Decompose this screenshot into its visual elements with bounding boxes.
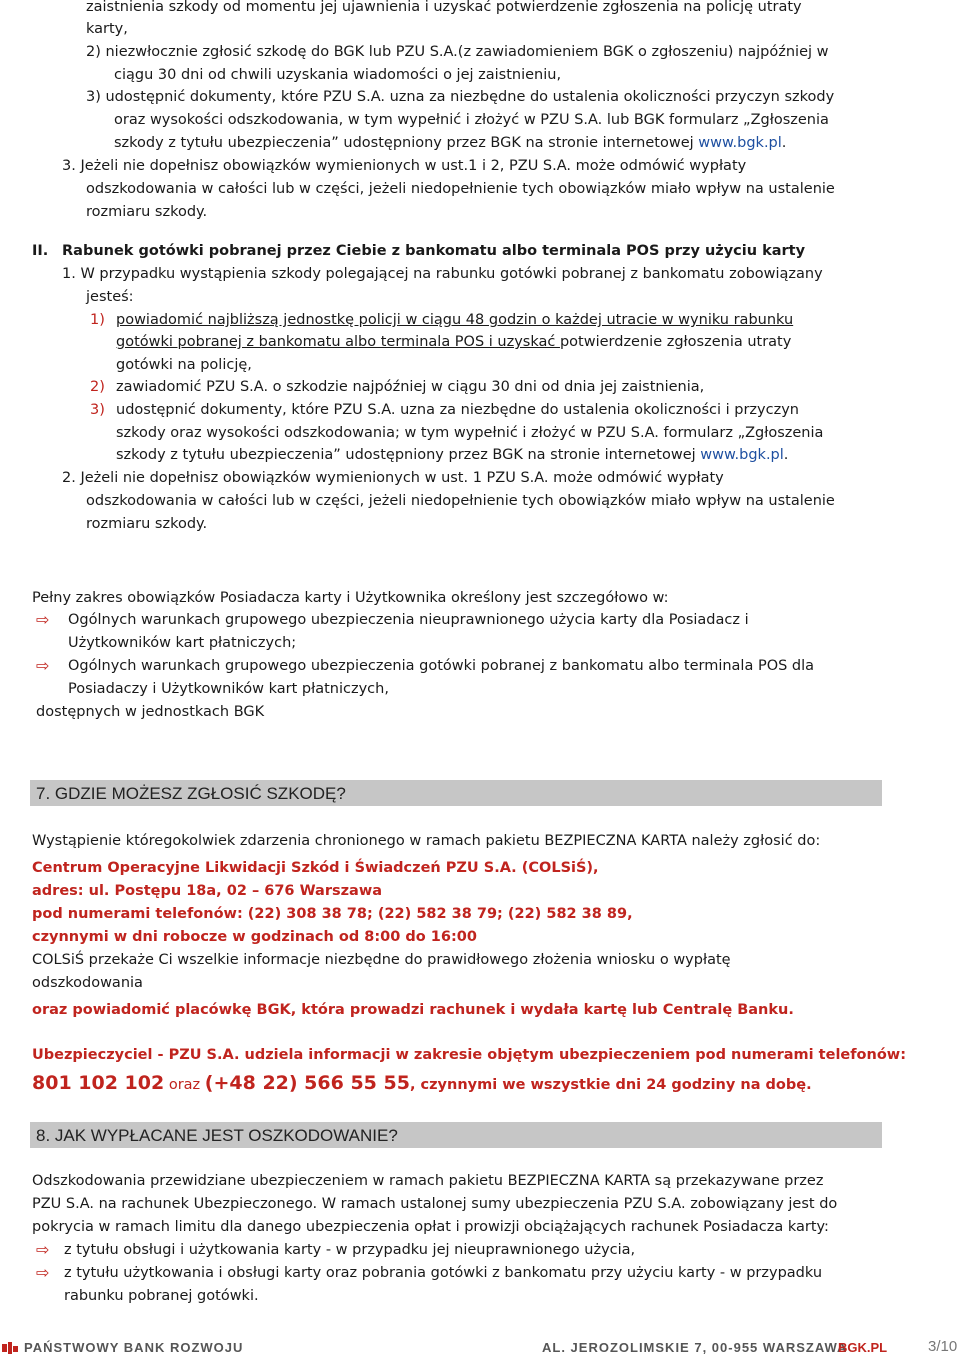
text-line: powiadomić najbliższą jednostkę policji w ciągu 48 godzin o każdej utracie w wyniku rabunku xyxy=(116,312,794,328)
text-line: pod numerami telefonów: (22) 308 38 78; (22) 582 38 79; (22) 582 38 89, xyxy=(32,906,633,922)
phone-number: (+48 22) 566 55 55 xyxy=(204,1072,410,1094)
text-line: pokrycia w ramach limitu dla danego ubezpieczenia opłat i prowizji obciążających rachunek Posiadacza karty: xyxy=(32,1219,829,1235)
website-link[interactable]: www.bgk.pl xyxy=(700,447,784,463)
text-line: 2) niezwłocznie zgłosić szkodę do BGK lub PZU S.A.(z zawiadomieniem BGK o zgłoszeniu) najpóźniej w xyxy=(86,44,829,60)
text-line: Pełny zakres obowiązków Posiadacza karty i Użytkownika określony jest szczegółowo w: xyxy=(32,590,669,606)
text: oraz xyxy=(164,1077,205,1093)
bank-name: PAŃSTWOWY BANK ROZWOJU xyxy=(24,1340,244,1355)
list-number: 3) xyxy=(90,402,105,418)
text: gotówki pobranej z bankomatu albo terminala POS i uzyskać xyxy=(116,334,560,350)
text-line: Centrum Operacyjne Likwidacji Szkód i Świadczeń PZU S.A. (COLSiŚ), xyxy=(32,860,599,876)
text-line: gotówki na policję, xyxy=(116,357,252,373)
text-line: jesteś: xyxy=(86,289,134,305)
text: , czynnymi we wszystkie dni 24 godziny na dobę. xyxy=(409,1077,812,1093)
text-line: 1. W przypadku wystąpienia szkody polegającej na rabunku gotówki pobranej z bankomatu zobowiązany xyxy=(62,266,823,282)
text-line: oraz wysokości odszkodowania, w tym wypełnić i złożyć w PZU S.A. lub BGK formularz „Zgłoszenia xyxy=(114,112,829,128)
text-line: zawiadomić PZU S.A. o szkodzie najpóźniej w ciągu 30 dni od dnia jej zaistnienia, xyxy=(116,379,705,395)
text-line: rozmiaru szkody. xyxy=(86,516,208,532)
website-link[interactable]: BGK.PL xyxy=(838,1340,888,1355)
text-line: Ogólnych warunkach grupowego ubezpieczenia gotówki pobranej z bankomatu albo terminala POS dla xyxy=(68,658,815,674)
arrow-bullet-icon: ⇨ xyxy=(36,1263,50,1282)
text: szkody z tytułu ubezpieczenia” udostępniony przez BGK na stronie internetowej xyxy=(116,447,701,463)
text-line: czynnymi w dni robocze w godzinach od 8:00 do 16:00 xyxy=(32,929,477,945)
section-heading: Rabunek gotówki pobranej przez Ciebie z bankomatu albo terminala POS przy użyciu karty xyxy=(62,243,806,259)
text-line: 3. Jeżeli nie dopełnisz obowiązków wymienionych w ust.1 i 2, PZU S.A. może odmówić wypłaty xyxy=(62,158,747,174)
text-line: Wystąpienie któregokolwiek zdarzenia chronionego w ramach pakietu BEZPIECZNA KARTA należy zgłosić do: xyxy=(32,833,821,849)
text-line: z tytułu użytkowania i obsługi karty oraz pobrania gotówki z bankomatu przy użyciu karty - w przypadku xyxy=(64,1265,823,1281)
text-line: oraz powiadomić placówkę BGK, która prowadzi rachunek i wydała kartę lub Centralę Banku. xyxy=(32,1002,794,1018)
text-line: rabunku pobranej gotówki. xyxy=(64,1288,259,1304)
text-line: COLSiŚ przekaże Ci wszelkie informacje niezbędne do prawidłowego złożenia wniosku o wypłatę xyxy=(32,952,731,968)
website-link[interactable]: www.bgk.pl xyxy=(698,135,782,151)
text-line: 3) udostępnić dokumenty, które PZU S.A. uzna za niezbędne do ustalenia okoliczności przyczyn szkody xyxy=(86,89,835,105)
section-8-header: 8. JAK WYPŁACANE JEST OSZKODOWANIE? xyxy=(30,1122,882,1148)
text-line: karty, xyxy=(86,21,128,37)
text: potwierdzenie zgłoszenia utraty xyxy=(559,334,792,350)
text-line: odszkodowania xyxy=(32,975,143,991)
text-line: zaistnienia szkody od momentu jej ujawnienia i uzyskać potwierdzenie zgłoszenia na policję utraty xyxy=(86,0,802,15)
phone-number: 801 102 102 xyxy=(32,1072,165,1094)
text-line xyxy=(116,445,788,465)
phone-line xyxy=(32,1071,812,1097)
text-line: odszkodowania w całości lub w części, jeżeli niedopełnienie tych obowiązków miało wpływ na ustalenie xyxy=(86,493,835,509)
text-line: ciągu 30 dni od chwili uzyskania wiadomości o jej zaistnieniu, xyxy=(114,67,562,83)
arrow-bullet-icon: ⇨ xyxy=(36,610,50,629)
section-number: II. xyxy=(32,243,49,259)
bank-address: AL. JEROZOLIMSKIE 7, 00-955 WARSZAWA xyxy=(542,1340,848,1355)
text: szkody z tytułu ubezpieczenia” udostępniony przez BGK na stronie internetowej xyxy=(114,135,699,151)
text: . xyxy=(783,447,789,463)
text-line: Odszkodowania przewidziane ubezpieczeniem w ramach pakietu BEZPIECZNA KARTA są przekazywane przez xyxy=(32,1173,824,1189)
text-line: z tytułu obsługi i użytkowania karty - w przypadku jej nieuprawnionego użycia, xyxy=(64,1242,636,1258)
text-line: PZU S.A. na rachunek Ubezpieczonego. W ramach ustalonej sumy ubezpieczenia PZU S.A. zobowiązany jest do xyxy=(32,1196,838,1212)
text-line: adres: ul. Postępu 18a, 02 – 676 Warszawa xyxy=(32,883,383,899)
bank-logo-icon xyxy=(2,1342,18,1354)
page-footer xyxy=(0,1334,960,1370)
text-line: szkody oraz wysokości odszkodowania; w tym wypełnić i złożyć w PZU S.A. formularz „Zgłoszenia xyxy=(116,425,824,441)
list-number: 2) xyxy=(90,379,105,395)
text-line: Posiadaczy i Użytkowników kart płatniczych, xyxy=(68,681,389,697)
text-line: odszkodowania w całości lub w części, jeżeli niedopełnienie tych obowiązków miało wpływ na ustalenie xyxy=(86,181,835,197)
arrow-bullet-icon: ⇨ xyxy=(36,656,50,675)
text-line: Ogólnych warunkach grupowego ubezpieczenia nieuprawnionego użycia karty dla Posiadacz i xyxy=(68,612,749,628)
text-line: dostępnych w jednostkach BGK xyxy=(36,704,265,720)
text-line: rozmiaru szkody. xyxy=(86,204,208,220)
page-number: 3/10 xyxy=(928,1338,958,1355)
text: . xyxy=(781,135,787,151)
text-line xyxy=(116,332,791,352)
text-line: udostępnić dokumenty, które PZU S.A. uzna za niezbędne do ustalenia okoliczności i przyczyn xyxy=(116,402,799,418)
text-line: 2. Jeżeli nie dopełnisz obowiązków wymienionych w ust. 1 PZU S.A. może odmówić wypłaty xyxy=(62,470,724,486)
list-number: 1) xyxy=(90,312,105,328)
text-line xyxy=(114,133,786,153)
text-line: Ubezpieczyciel - PZU S.A. udziela informacji w zakresie objętym ubezpieczeniem pod numerami telefonów: xyxy=(32,1047,907,1063)
section-7-header: 7. GDZIE MOŻESZ ZGŁOSIĆ SZKODĘ? xyxy=(30,780,882,806)
text-line: Użytkowników kart płatniczych; xyxy=(68,635,297,651)
arrow-bullet-icon: ⇨ xyxy=(36,1240,50,1259)
